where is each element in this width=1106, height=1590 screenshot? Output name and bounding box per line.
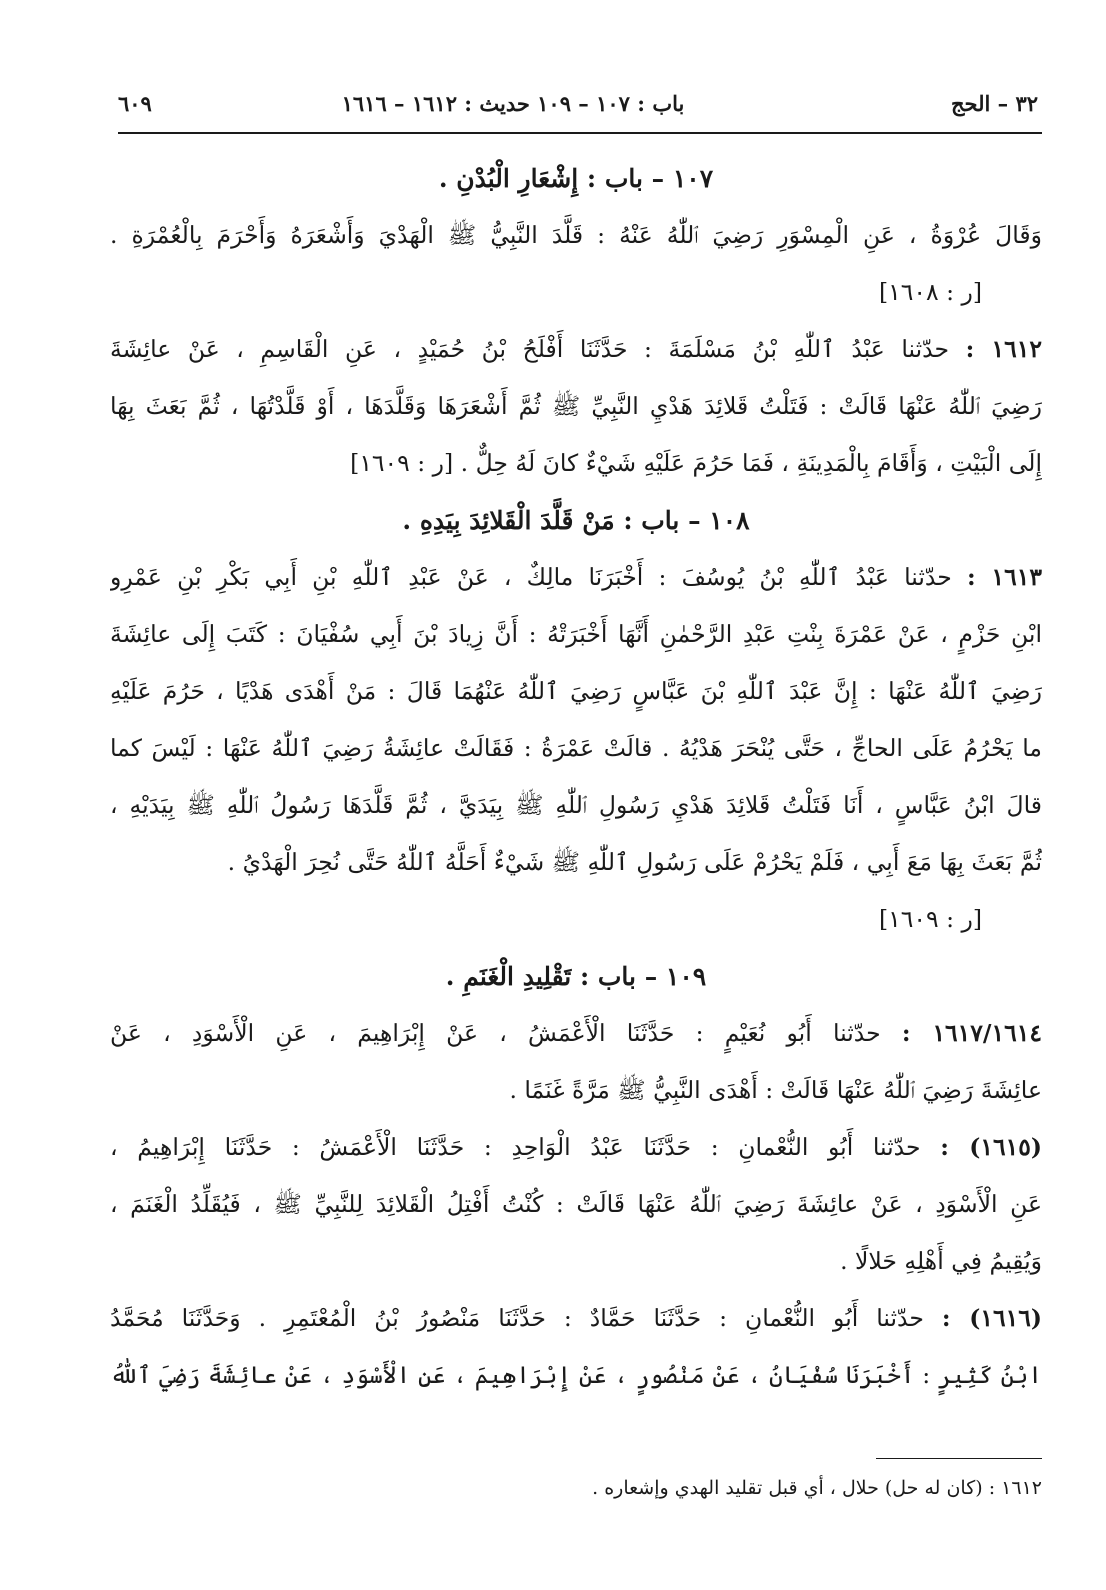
page-body — [110, 150, 1042, 1404]
chapter-heading: ١٠٨ – باب : مَنْ قَلَّدَ الْقَلائِدَ بِيَدِهِ . — [402, 506, 750, 535]
text-line: ابْنُ كَثِيرٍ : أَخْبَرَنَا سُفْيَانُ ، عَنْ مَنْصُورٍ ، عَنْ إِبْرَاهِيمَ ، عَنِ الْأَسْوَدِ ، عَنْ عائِشَةَ رَضِيَ ٱللّٰهُ — [110, 1361, 1042, 1389]
chapter-heading: ١٠٩ – باب : تَقْلِيدِ الْغَنَمِ . — [445, 962, 707, 991]
text-line: عَنِ الْأَسْوَدِ ، عَنْ عائِشَةَ رَضِيَ ٱللّٰهُ عَنْهَا قَالَتْ : كُنْتُ أَفْتِلُ الْقَلائِدَ لِلنَّبِيِّ ﷺ ، فَيُقَلِّدُ الْغَنَمَ ، — [110, 1190, 1042, 1218]
header-book-title: ٣٢ – الحج — [950, 90, 1038, 116]
hadith-text: حدّثنا أَبُو النُّعْمانِ : حَدَّثَنَا حَمَّادٌ : حَدَّثَنَا مَنْصُورُ بْنُ الْمُعْتَمِرِ . وَحَدَّثَنَا مُحَمَّدُ — [110, 1304, 924, 1332]
text-line: قالَ ابْنُ عَبَّاسٍ ، أَنَا فَتَلْتُ قَلائِدَ هَدْيِ رَسُولِ ٱللّٰهِ ﷺ بِيَدَيَّ ، ثُمَّ قَلَّدَهَا رَسُولُ ٱللّٰهِ ﷺ بِيَدَيْهِ ، — [110, 791, 1042, 819]
text-line: إِلَى الْبَيْتِ ، وَأَقَامَ بِالْمَدِينَةِ ، فَمَا حَرُمَ عَلَيْهِ شَيْءٌ كانَ لَهُ حِلٌّ . [ر : ١٦٠٩] — [350, 449, 1042, 477]
text-line: عائِشَةَ رَضِيَ ٱللّٰهُ عَنْهَا قَالَتْ : أَهْدَى النَّبِيُّ ﷺ مَرَّةً غَنَمًا . — [509, 1076, 1042, 1104]
text-line — [110, 1005, 1042, 1062]
text-line: وَقَالَ عُرْوَةُ ، عَنِ الْمِسْوَرِ رَضِيَ ٱللّٰهُ عَنْهُ : قَلَّدَ النَّبِيُّ ﷺ الْهَدْيَ وَأَشْعَرَهُ وَأَحْرَمَ بِالْعُمْرَةِ . — [110, 221, 1042, 249]
hadith-number: ١٦١٣ : — [966, 563, 1042, 591]
header-chapter-range: باب : ١٠٧ – ١٠٩ حديث : ١٦١٢ – ١٦١٦ — [341, 90, 685, 116]
running-header — [118, 86, 1038, 120]
footnote: ١٦١٢ : (كان له حل) حلال ، أي قبل تقليد الهدي وإشعاره . — [592, 1477, 1042, 1499]
text-line: ابْنِ حَزْمٍ ، عَنْ عَمْرَةَ بِنْتِ عَبْدِ الرَّحْمٰنِ أَنَّهَا أَخْبَرَتْهُ : أَنَّ زِيادَ بْنَ أَبِي سُفْيَانَ : كَتَبَ إِلَى عائِشَةَ — [110, 620, 1042, 648]
hadith-text: حدّثنا عَبْدُ ٱللّٰهِ بْنُ مَسْلَمَةَ : حَدَّثَنَا أَفْلَحُ بْنُ حُمَيْدٍ ، عَنِ الْقَاسِمِ ، عَنْ عائِشَةَ — [110, 335, 950, 363]
hadith-number: (١٦١٥) : — [940, 1133, 1042, 1161]
text-line: وَيُقِيمُ فِي أَهْلِهِ حَلالًا . — [840, 1247, 1042, 1275]
text-line — [110, 321, 1042, 378]
header-divider — [118, 132, 1042, 134]
hadith-number: ١٦١٧/١٦١٤ : — [901, 1019, 1042, 1047]
text-line: ما يَحْرُمُ عَلَى الحاجِّ ، حَتَّى يُنْحَرَ هَدْيُهُ . قالَتْ عَمْرَةُ : فَقَالَتْ عائِشَةُ رَضِيَ ٱللّٰهُ عَنْهَا : لَيْسَ كما — [110, 734, 1042, 762]
hadith-text: حدّثنا أَبُو نُعَيْمٍ : حَدَّثَنَا الْأَعْمَشُ ، عَنْ إِبْرَاهِيمَ ، عَنِ الْأَسْوَدِ ، عَنْ — [110, 1019, 881, 1047]
footnote-divider — [876, 1458, 1042, 1459]
text-line — [110, 549, 1042, 606]
text-line: رَضِيَ ٱللّٰهُ عَنْهَا قَالَتْ : فَتَلْتُ قَلائِدَ هَدْيِ النَّبِيِّ ﷺ ثُمَّ أَشْعَرَهَا وَقَلَّدَهَا ، أَوْ قَلَّدْتُهَا ، ثُمَّ بَعَثَ بِهَا — [110, 392, 1042, 420]
chapter-heading: ١٠٧ – باب : إِشْعَارِ الْبُدْنِ . — [438, 164, 714, 193]
page-number: ٦٠٩ — [118, 90, 152, 116]
text-line: ثُمَّ بَعَثَ بِهَا مَعَ أَبِي ، فَلَمْ يَحْرُمْ عَلَى رَسُولِ ٱللّٰهِ ﷺ شَيْءٌ أَحَلَّهُ ٱللّٰهُ حَتَّى نُحِرَ الْهَدْيُ . — [227, 848, 1042, 876]
text-line — [110, 1290, 1042, 1347]
hadith-text: حدّثنا أَبُو النُّعْمانِ : حَدَّثَنَا عَبْدُ الْوَاحِدِ : حَدَّثَنَا الْأَعْمَشُ : حَدَّثَنَا إِبْرَاهِيمُ ، — [110, 1133, 921, 1161]
cross-reference: [ر : ١٦٠٩] — [878, 905, 982, 933]
text-line — [110, 1119, 1042, 1176]
hadith-text: حدّثنا عَبْدُ ٱللّٰهِ بْنُ يُوسُفَ : أَخْبَرَنَا مالِكٌ ، عَنْ عَبْدِ ٱللّٰهِ بْنِ أَبِي بَكْرِ بْنِ عَمْرِو — [110, 563, 952, 591]
text-line: رَضِيَ ٱللّٰهُ عَنْهَا : إِنَّ عَبْدَ ٱللّٰهِ بْنَ عَبَّاسٍ رَضِيَ ٱللّٰهُ عَنْهُمَا قَالَ : مَنْ أَهْدَى هَدْيًا ، حَرُمَ عَلَيْهِ — [110, 677, 1042, 705]
cross-reference: [ر : ١٦٠٨] — [878, 278, 982, 306]
hadith-number: ١٦١٢ : — [965, 335, 1042, 363]
hadith-number: (١٦١٦) : — [941, 1304, 1042, 1332]
